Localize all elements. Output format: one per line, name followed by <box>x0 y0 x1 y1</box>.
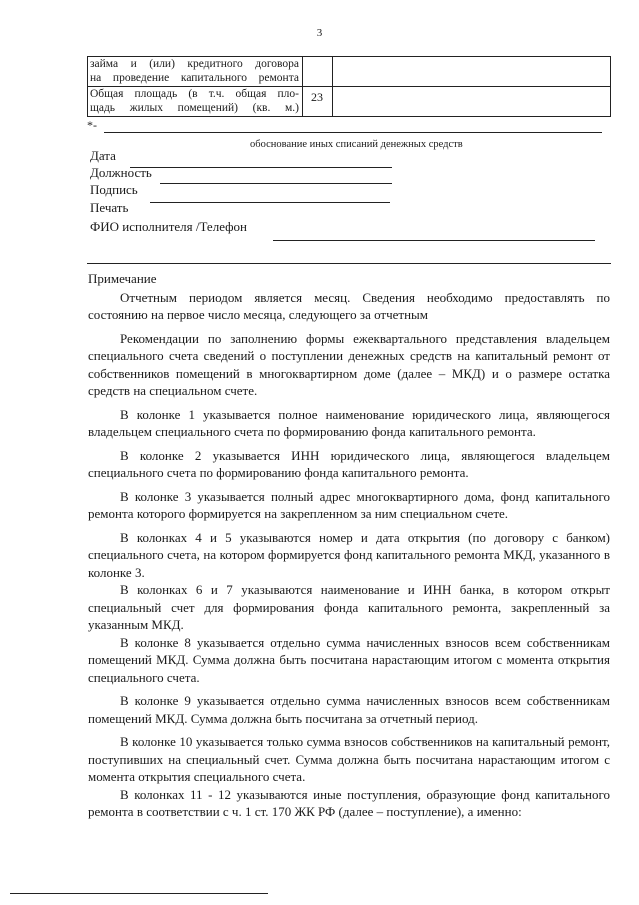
page-number: 3 <box>316 27 323 39</box>
footnote-caption: обоснование иных списаний денежных средств <box>250 139 463 150</box>
table-cell-text: щадь жилых помещений) (кв. м.) <box>90 102 299 114</box>
note-paragraph: В колонках 11 - 12 указываются иные поступления, образующие фонд капитального ремонта в соответствии с ч. 1 ст. 170 ЖК РФ (далее – поступление), а именно: <box>88 786 610 819</box>
summary-table-fragment <box>87 56 611 117</box>
stamp-label: Печать <box>90 200 129 215</box>
signature-line <box>150 202 390 203</box>
footnote-mark: *- <box>87 118 97 132</box>
footnote-separator-line <box>10 893 268 894</box>
date-line <box>130 167 392 168</box>
note-paragraph: В колонке 8 указывается отдельно сумма начисленных взносов всем собственникам помещений МКД. Сумма должна быть посчитана нарастающим итогом с момента открытия специального счета. <box>88 634 610 685</box>
executor-label: ФИО исполнителя /Телефон <box>90 219 248 234</box>
table-line <box>302 56 303 117</box>
note-paragraph: В колонках 6 и 7 указываются наименование и ИНН банка, в котором открыт специальный счет для формирования фонда капитального ремонта, закрепленный за указанным МКД. <box>88 582 610 632</box>
note-paragraph: Отчетным периодом является месяц. Сведения необходимо предоставлять по состоянию на первое число месяца, следующего за отчетным <box>88 289 610 322</box>
table-cell-text: на проведение капитального ремонта <box>90 72 299 84</box>
table-cell-row-number: 23 <box>311 90 323 104</box>
note-paragraph: Рекомендации по заполнению формы ежеквартального представления владельцем специального счета сведений о поступлении денежных средств на капитальный ремонт от собственников помещений в многоквартирном доме (далее – МКД) и о размере остатка средств на специальном счете. <box>88 330 610 398</box>
table-cell-label-loan <box>90 57 299 85</box>
note-paragraph: В колонке 9 указывается отдельно сумма начисленных взносов всем собственникам помещений МКД. Сумма должна быть посчитана за отчетный период. <box>88 693 610 726</box>
table-line <box>332 56 333 117</box>
note-paragraph: В колонке 3 указывается полный адрес многоквартирного дома, фонд капитального ремонта которого формируется на закрепленном за ним специальном счете. <box>88 488 610 521</box>
signature-label: Подпись <box>90 182 138 197</box>
note-paragraph: В колонке 10 указывается только сумма взносов собственников на капитальный ремонт, поступивших на специальный счет. Сумма должна быть посчитана нарастающим итогом с момента открытия специального счета. <box>88 734 610 784</box>
date-label: Дата <box>90 148 116 163</box>
table-cell-text: Общая площадь (в т.ч. общая пло- <box>90 88 299 100</box>
note-title: Примечание <box>88 271 157 286</box>
separator-line <box>87 263 611 264</box>
table-cell-label-area <box>90 87 299 115</box>
note-section <box>88 270 610 821</box>
table-line <box>610 56 611 117</box>
executor-line <box>273 240 595 241</box>
table-line <box>87 56 88 117</box>
note-paragraph: В колонке 1 указывается полное наименование юридического лица, являющегося владельцем специального счета по формированию фонда капитального ремонта. <box>88 406 610 439</box>
note-paragraph: В колонке 2 указывается ИНН юридического лица, являющегося владельцем специального счета по формированию фонда капитального ремонта. <box>88 447 610 480</box>
note-paragraph: В колонках 4 и 5 указываются номер и дата открытия (по договору с банком) специального счета, на котором формируется фонд капитального ремонта МКД, указанного в колонке 3. <box>88 529 610 580</box>
footnote-fill-line <box>104 132 602 133</box>
table-cell-text: займа и (или) кредитного договора <box>90 58 299 70</box>
table-line <box>87 116 611 117</box>
position-line <box>160 183 392 184</box>
position-label: Должность <box>90 165 152 180</box>
